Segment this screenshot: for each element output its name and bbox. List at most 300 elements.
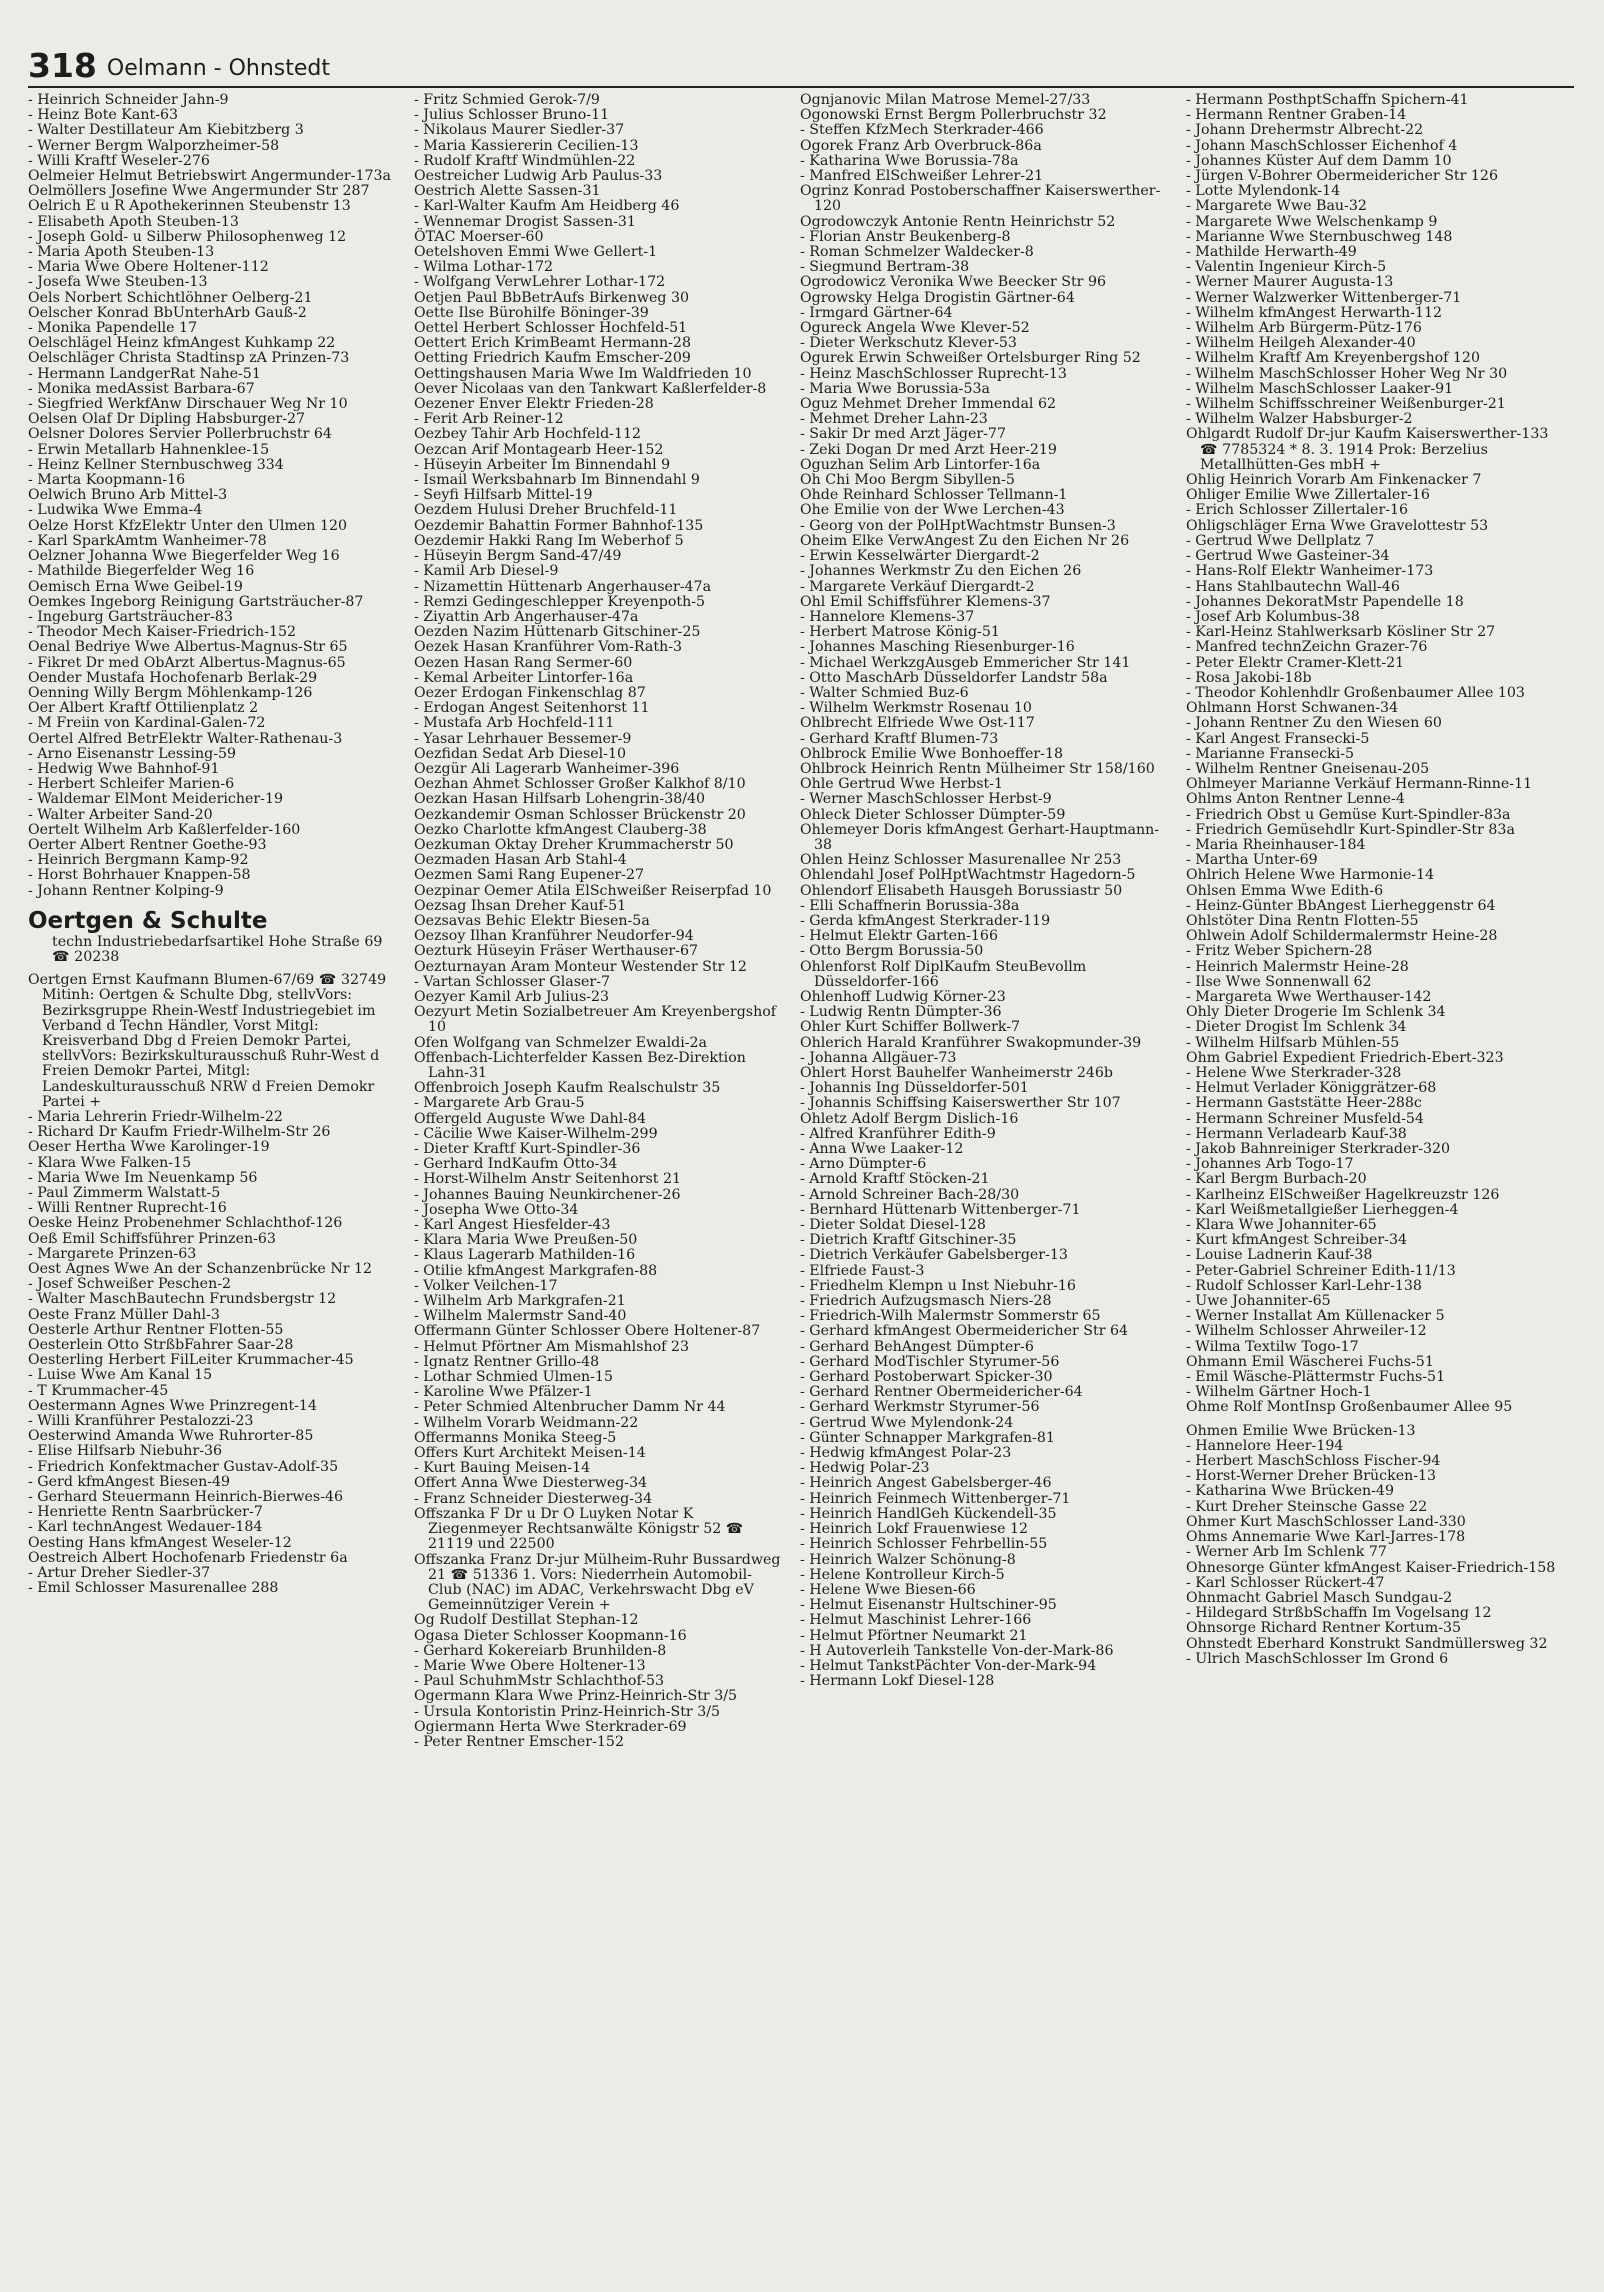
directory-entry: - Gertrud Wwe Dellplatz 7 (1186, 532, 1375, 549)
directory-column-2 (414, 93, 784, 1750)
directory-entry: - Herbert Schleifer Marien-6 (28, 776, 235, 793)
directory-entry: - Erdogan Angest Seitenhorst 11 (414, 700, 650, 717)
directory-entry: - Johannes Arb Togo-17 (1186, 1156, 1354, 1173)
directory-entry: Ohlbrecht Elfriede Wwe Ost-117 (800, 715, 1035, 732)
directory-entry: Oerter Albert Rentner Goethe-93 (28, 836, 267, 853)
directory-entry: Oelsen Olaf Dr Dipling Habsburger-27 (28, 411, 306, 428)
directory-entry: Ogurek Erwin Schweißer Ortelsburger Ring 52 (800, 350, 1141, 367)
directory-entry: Oest Agnes Wwe An der Schanzenbrücke Nr 12 (28, 1261, 373, 1278)
directory-entry: - Johannis Ing Düsseldorfer-501 (800, 1080, 1029, 1097)
directory-entry: - Herbert MaschSchloss Fischer-94 (1186, 1453, 1441, 1470)
directory-entry: - Otto Bergm Borussia-50 (800, 943, 984, 960)
directory-entry: Ogiermann Herta Wwe Sterkrader-69 (414, 1718, 687, 1735)
directory-entry: - Manfred ElSchweißer Lehrer-21 (800, 168, 1044, 185)
directory-entry: Ohlig Heinrich Vorarb Am Finkenacker 7 (1186, 472, 1482, 489)
directory-entry: Ogrodowczyk Antonie Rentn Heinrichstr 52 (800, 213, 1116, 230)
directory-entry: - Otilie kfmAngest Markgrafen-88 (414, 1262, 658, 1279)
directory-entry: - Heinrich Schneider Jahn-9 (28, 92, 229, 108)
directory-entry: - Margarete Verkäuf Diergardt-2 (800, 578, 1035, 595)
directory-entry: - Gerhard BehAngest Dümpter-6 (800, 1338, 1034, 1355)
directory-entry: - Hermann Schreiner Musfeld-54 (1186, 1110, 1424, 1127)
directory-entry: Ohnstedt Eberhard Konstrukt Sandmüllersweg 32 (1186, 1635, 1548, 1652)
firm-heading: Oertgen & Schulte (28, 907, 268, 934)
directory-entry: - Friedhelm Klempn u Inst Niebuhr-16 (800, 1277, 1076, 1294)
directory-entry: Ohleck Dieter Schlosser Dümpter-59 (800, 806, 1066, 823)
directory-entry: - Maria Apoth Steuben-13 (28, 244, 215, 261)
directory-entry: Oenning Willy Bergm Möhlenkamp-126 (28, 684, 313, 701)
directory-entry: - Paul Zimmerm Walstatt-5 (28, 1185, 221, 1202)
directory-entry: - Johann Rentner Kolping-9 (28, 882, 224, 899)
directory-entry: - Helmut Eisenanstr Hultschiner-95 (800, 1597, 1057, 1614)
directory-entry: - Horst-Werner Dreher Brücken-13 (1186, 1468, 1437, 1485)
directory-entry: - Johanna Allgäuer-73 (800, 1049, 957, 1066)
directory-entry: - Bernhard Hüttenarb Wittenberger-71 (800, 1201, 1081, 1218)
directory-entry: Ohlenhoff Ludwig Körner-23 (800, 988, 1006, 1005)
directory-entry: - Heinrich Malermstr Heine-28 (1186, 958, 1409, 975)
directory-entry: - Rudolf Schlosser Karl-Lehr-138 (1186, 1277, 1422, 1294)
directory-entry: - Wilhelm Werkmstr Rosenau 10 (800, 700, 1032, 717)
directory-entry: - Theodor Mech Kaiser-Friedrich-152 (28, 624, 297, 641)
directory-entry: Oezpinar Oemer Atila ElSchweißer Reiserpfad 10 (414, 882, 772, 899)
directory-entry: - Ignatz Rentner Grillo-48 (414, 1353, 600, 1370)
directory-entry: Offers Kurt Architekt Meisen-14 (414, 1445, 646, 1462)
directory-entry: - Hildegard StrßbSchaffn Im Vogelsang 12 (1186, 1605, 1492, 1622)
directory-entry: - Maria Kassiererin Cecilien-13 (414, 137, 639, 154)
directory-entry: Oelscher Konrad BbUnterhArb Gauß-2 (28, 304, 307, 321)
directory-entry: - Margarete Prinzen-63 (28, 1245, 197, 1262)
directory-entry: Ohlgardt Rudolf Dr-jur Kaufm Kaiserswerther-133 ☎ 7785324 * 8. 3. 1914 Prok: Berzelius Metallhütten-Ges mbH + (1186, 426, 1549, 473)
directory-entry: - Wilhelm Malermstr Sand-40 (414, 1308, 627, 1325)
directory-entry: - Maria Lehrerin Friedr-Wilhelm-22 (28, 1109, 283, 1125)
directory-entry: - Karl technAngest Wedauer-184 (28, 1519, 263, 1536)
directory-entry: Ohms Annemarie Wwe Karl-Jarres-178 (1186, 1529, 1466, 1546)
directory-entry: Offszanka Franz Dr-jur Mülheim-Ruhr Bussardweg 21 ☎ 51336 1. Vors: Niederrhein Automobil-Club (NAC) im ADAC, Verkehrswacht Dbg eV Gemeinnütziger Verein + (414, 1551, 781, 1614)
directory-entry: Ogonowski Ernst Bergm Pollerbruchstr 32 (800, 107, 1107, 124)
directory-entry: Ohde Reinhard Schlosser Tellmann-1 (800, 487, 1068, 504)
directory-entry: Ohlert Horst Bauhelfer Wanheimerstr 246b (800, 1065, 1113, 1081)
directory-entry: - Marie Wwe Obere Holtener-13 (414, 1657, 646, 1674)
directory-entry: - Johannes Masching Riesenburger-16 (800, 639, 1075, 656)
directory-entry: - Valentin Ingenieur Kirch-5 (1186, 259, 1387, 276)
directory-entry: - Wolfgang VerwLehrer Lothar-172 (414, 274, 666, 291)
directory-entry: - Seyfi Hilfsarb Mittel-19 (414, 487, 593, 504)
directory-entry: - Gerhard kfmAngest Obermeidericher Str 64 (800, 1323, 1129, 1340)
directory-entry: - Emil Schlosser Masurenallee 288 (28, 1580, 279, 1597)
directory-entry: Oetting Friedrich Kaufm Emscher-209 (414, 350, 691, 367)
directory-entry: - Karoline Wwe Pfälzer-1 (414, 1384, 593, 1401)
directory-entry: - Werner Maurer Augusta-13 (1186, 274, 1394, 291)
directory-column-3 (800, 93, 1170, 1689)
directory-entry: - Hans Stahlbautechn Wall-46 (1186, 578, 1400, 595)
directory-entry: - Margarete Arb Grau-5 (414, 1095, 585, 1112)
directory-entry: - Heinrich Schlosser Fehrbellin-55 (800, 1536, 1048, 1553)
directory-entry: - Gerhard Postoberwart Spicker-30 (800, 1369, 1053, 1386)
directory-entry: Oezyer Kamil Arb Julius-23 (414, 988, 610, 1005)
directory-entry: - Erwin Kesselwärter Diergardt-2 (800, 548, 1040, 565)
directory-entry: Oelschläger Christa Stadtinsp zA Prinzen-73 (28, 350, 350, 367)
directory-entry: - Margarete Wwe Bau-32 (1186, 198, 1367, 215)
directory-entry: - Manfred technZeichn Grazer-76 (1186, 639, 1428, 656)
directory-entry: Oezdem Hulusi Dreher Bruchfeld-11 (414, 502, 678, 519)
directory-entry: Oelmöllers Josefine Wwe Angermunder Str 287 (28, 183, 370, 200)
directory-entry: Oertgen Ernst Kaufmann Blumen-67/69 ☎ 32749 Mitinh: Oertgen & Schulte Dbg, stellvVors: Bezirksgruppe Rhein-Westf Industriegebiet im Verband d Techn Händler, Vorst Mitgl: Kreisverband Dbg d Freien Demokr Partei, stellvVors: Bezirkskulturausschuß Ruhr-West d Freien Demokr Partei, Mitgl: Landeskulturausschuß NRW d Freien Demokr Partei + (28, 972, 387, 1110)
directory-entry: - Hermann LandgerRat Nahe-51 (28, 365, 261, 382)
directory-entry: - Peter Schmied Altenbrucher Damm Nr 44 (414, 1399, 726, 1416)
directory-entry: Ohm Gabriel Expedient Friedrich-Ebert-323 (1186, 1049, 1504, 1066)
directory-entry: Oezcan Arif Montagearb Heer-152 (414, 441, 664, 458)
directory-entry: - Karl-Heinz Stahlwerksarb Kösliner Str 27 (1186, 624, 1496, 641)
directory-entry: - Johann MaschSchlosser Eichenhof 4 (1186, 137, 1458, 154)
directory-entry: - Dietrich Verkäufer Gabelsberger-13 (800, 1247, 1068, 1264)
directory-entry: - Maria Rheinhauser-184 (1186, 836, 1366, 853)
directory-entry: Oezkuman Oktay Dreher Krummacherstr 50 (414, 836, 734, 853)
directory-entry: - Dieter Werkschutz Klever-53 (800, 335, 1017, 352)
directory-entry: - Heinz Kellner Sternbuschweg 334 (28, 456, 284, 473)
directory-entry: - Yasar Lehrhauer Bessemer-9 (414, 730, 632, 747)
directory-entry: Oemisch Erna Wwe Geibel-19 (28, 578, 243, 595)
directory-entry: - Michael WerkzgAusgeb Emmericher Str 141 (800, 654, 1131, 671)
directory-entry: Ohlen Heinz Schlosser Masurenallee Nr 253 (800, 852, 1122, 869)
directory-entry: Offszanka F Dr u Dr O Luyken Notar K Ziegenmeyer Rechtsanwälte Königstr 52 ☎ 21119 und 22500 (414, 1505, 744, 1553)
directory-entry: Oelrich E u R Apothekerinnen Steubenstr 13 (28, 198, 351, 215)
directory-entry: - Gerhard Steuermann Heinrich-Bierwes-46 (28, 1489, 344, 1506)
directory-entry: - Martha Unter-69 (1186, 852, 1318, 869)
directory-entry: - Steffen KfzMech Sterkrader-466 (800, 122, 1044, 139)
directory-entry: - Gerda kfmAngest Sterkrader-119 (800, 912, 1051, 929)
directory-entry: Oelwich Bruno Arb Mittel-3 (28, 487, 228, 504)
directory-entry: - Dieter Kraftf Kurt-Spindler-36 (414, 1141, 641, 1158)
directory-entry: - Dieter Drogist Im Schlenk 34 (1186, 1019, 1407, 1036)
directory-entry: - Dieter Soldat Diesel-128 (800, 1217, 986, 1234)
directory-entry: - Gerhard Rentner Obermeidericher-64 (800, 1384, 1083, 1401)
directory-entry: - Heinrich Bergmann Kamp-92 (28, 852, 249, 869)
directory-entry: - Zeki Dogan Dr med Arzt Heer-219 (800, 441, 1057, 458)
directory-entry: Oestrich Alette Sassen-31 (414, 183, 601, 200)
directory-entry: Ohme Rolf MontInsp Großenbaumer Allee 95 (1186, 1399, 1513, 1416)
directory-entry: - Wilhelm Arb Bürgerm-Pütz-176 (1186, 320, 1422, 337)
directory-entry: Oguzhan Selim Arb Lintorfer-16a (800, 456, 1041, 473)
directory-entry: Og Rudolf Destillat Stephan-12 (414, 1612, 639, 1629)
directory-entry: Oer Albert Kraftf Ottilienplatz 2 (28, 700, 259, 717)
directory-entry: Ohlbrock Emilie Wwe Bonhoeffer-18 (800, 745, 1064, 762)
directory-entry: Offermann Günter Schlosser Obere Holtener-87 (414, 1323, 761, 1340)
directory-entry: Ohletz Adolf Bergm Dislich-16 (800, 1110, 1019, 1127)
directory-entry: - Gerd kfmAngest Biesen-49 (28, 1473, 231, 1490)
directory-entry: - Hedwig Polar-23 (800, 1460, 930, 1477)
directory-entry: - Monika medAssist Barbara-67 (28, 380, 255, 397)
directory-entry: Ohlbrock Heinrich Rentn Mülheimer Str 158/160 (800, 760, 1155, 777)
directory-entry: - Volker Veilchen-17 (414, 1277, 558, 1294)
directory-entry: - Wilhelm Heilgeh Alexander-40 (1186, 335, 1416, 352)
directory-entry: Oelsner Dolores Servier Pollerbruchstr 64 (28, 426, 332, 443)
directory-entry: - Margarete Wwe Welschenkamp 9 (1186, 213, 1438, 230)
directory-entry: - Wilma Textilw Togo-17 (1186, 1338, 1359, 1355)
directory-entry: - M Freiin von Kardinal-Galen-72 (28, 715, 266, 732)
directory-entry: Ohmer Kurt MaschSchlosser Land-330 (1186, 1513, 1466, 1530)
directory-entry: - Louise Ladnerin Kauf-38 (1186, 1247, 1373, 1264)
directory-entry: Ogasa Dieter Schlosser Koopmann-16 (414, 1627, 687, 1644)
directory-entry: Oertel Alfred BetrElektr Walter-Rathenau-3 (28, 730, 343, 747)
directory-entry: Ohnmacht Gabriel Masch Sundgau-2 (1186, 1589, 1453, 1606)
directory-entry: Oezsavas Behic Elektr Biesen-5a (414, 912, 650, 929)
directory-entry: Ohlemeyer Doris kfmAngest Gerhart-Hauptmann-38 (800, 821, 1160, 853)
directory-entry: - Rudolf Kraftf Windmühlen-22 (414, 152, 636, 169)
directory-entry: - Wilhelm Kraftf Am Kreyenbergshof 120 (1186, 350, 1480, 367)
directory-entry: Oels Norbert Schichtlöhner Oelberg-21 (28, 289, 313, 306)
directory-entry: - Werner Bergm Walporzheimer-58 (28, 137, 280, 154)
directory-entry: Oezener Enver Elektr Frieden-28 (414, 396, 654, 413)
directory-entry: - Josepha Wwe Otto-34 (414, 1201, 579, 1218)
directory-entry: - Elfriede Faust-3 (800, 1262, 925, 1279)
directory-entry: Ohly Dieter Drogerie Im Schlenk 34 (1186, 1004, 1446, 1021)
directory-entry: Ohler Kurt Schiffer Bollwerk-7 (800, 1019, 1021, 1036)
directory-entry: - Hermann Verladearb Kauf-38 (1186, 1125, 1407, 1142)
directory-entry: - Fritz Weber Spichern-28 (1186, 943, 1373, 960)
directory-entry: - Alfred Kranführer Edith-9 (800, 1125, 996, 1142)
directory-entry: - Gertrud Wwe Mylendonk-24 (800, 1414, 1014, 1431)
page-header (28, 40, 1574, 88)
directory-entry: Oelschlägel Heinz kfmAngest Kuhkamp 22 (28, 335, 336, 352)
directory-entry: Ohmann Emil Wäscherei Fuchs-51 (1186, 1353, 1434, 1370)
directory-entry: Oezen Hasan Rang Sermer-60 (414, 654, 633, 671)
directory-entry: Offenbach-Lichterfelder Kassen Bez-Direktion Lahn-31 (414, 1049, 746, 1081)
directory-entry: - Jakob Bahnreiniger Sterkrader-320 (1186, 1141, 1451, 1158)
directory-entry: Oezden Nazim Hüttenarb Gitschiner-25 (414, 624, 701, 641)
directory-entry: - Siegmund Bertram-38 (800, 259, 970, 276)
directory-entry: Oezgür Ali Lagerarb Wanheimer-396 (414, 760, 680, 777)
directory-entry: Oeske Heinz Probenehmer Schlachthof-126 (28, 1215, 343, 1232)
directory-entry: - Johann Rentner Zu den Wiesen 60 (1186, 715, 1442, 732)
directory-entry: - Paul SchuhmMstr Schlachthof-53 (414, 1673, 665, 1690)
directory-entry: - Heinz Bote Kant-63 (28, 107, 179, 124)
directory-entry: - Peter Rentner Emscher-152 (414, 1733, 624, 1750)
directory-entry: - Wennemar Drogist Sassen-31 (414, 213, 636, 230)
directory-entry: - Katharina Wwe Borussia-78a (800, 152, 1019, 169)
directory-entry: Offergeld Auguste Wwe Dahl-84 (414, 1110, 646, 1127)
directory-entry: - Lothar Schmied Ulmen-15 (414, 1369, 613, 1386)
directory-entry: - Willi Kraftf Weseler-276 (28, 152, 210, 169)
directory-entry: Oezmen Sami Rang Eupener-27 (414, 867, 645, 884)
directory-entry: Offenbroich Joseph Kaufm Realschulstr 35 (414, 1080, 721, 1097)
directory-entry: - Ismail Werksbahnarb Im Binnendahl 9 (414, 472, 700, 489)
directory-entry: - Werner Arb Im Schlenk 77 (1186, 1544, 1387, 1561)
directory-entry: Offermanns Monika Steeg-5 (414, 1429, 617, 1446)
directory-entry: Oetelshoven Emmi Wwe Gellert-1 (414, 244, 658, 261)
directory-entry: Oezhan Ahmet Schlosser Großer Kalkhof 8/10 (414, 776, 746, 793)
directory-entry: Oever Nicolaas van den Tankwart Kaßlerfelder-8 (414, 380, 767, 397)
directory-entry: - Klara Wwe Johanniter-65 (1186, 1217, 1377, 1234)
directory-entry: Oezyurt Metin Sozialbetreuer Am Kreyenbergshof 10 (414, 1004, 776, 1036)
directory-entry: - Johannes DekoratMstr Papendelle 18 (1186, 593, 1464, 610)
directory-entry: - Elisabeth Apoth Steuben-13 (28, 213, 239, 230)
directory-entry: - Heinrich Feinmech Wittenberger-71 (800, 1490, 1071, 1507)
directory-entry: Ogrowsky Helga Drogistin Gärtner-64 (800, 289, 1075, 306)
directory-column-1 (28, 93, 398, 1597)
directory-entry: - Horst Bohrhauer Knappen-58 (28, 867, 251, 884)
directory-entry: - Nizamettin Hüttenarb Angerhauser-47a (414, 578, 712, 595)
directory-entry: - Walter MaschBautechn Frundsbergstr 12 (28, 1291, 337, 1308)
directory-entry: - Johann Drehermstr Albrecht-22 (1186, 122, 1424, 139)
directory-entry: - Maria Wwe Im Neuenkamp 56 (28, 1169, 258, 1186)
directory-entry: - Fritz Schmied Gerok-7/9 (414, 92, 600, 108)
directory-entry: Ohnsorge Richard Rentner Kortum-35 (1186, 1620, 1462, 1637)
directory-entry: - Franz Schneider Diesterweg-34 (414, 1490, 653, 1507)
directory-entry: - Arnold Kraftf Stöcken-21 (800, 1171, 990, 1188)
directory-entry: - Luise Wwe Am Kanal 15 (28, 1367, 213, 1384)
directory-entry: Oezdemir Hakki Rang Im Weberhof 5 (414, 532, 684, 549)
directory-entry: Ohligschläger Erna Wwe Gravelottestr 53 (1186, 517, 1489, 534)
directory-entry: - T Krummacher-45 (28, 1382, 169, 1399)
directory-entry: - Kurt Bauing Meisen-14 (414, 1460, 591, 1477)
directory-entry: Oezsag Ihsan Dreher Kauf-51 (414, 897, 627, 914)
directory-entry: - Irmgard Gärtner-64 (800, 304, 953, 321)
directory-entry: Oesterling Herbert FilLeiter Krummacher-45 (28, 1352, 354, 1369)
directory-entry: - Gerhard IndKaufm Otto-34 (414, 1156, 618, 1173)
directory-entry: - Karl Schlosser Rückert-47 (1186, 1574, 1385, 1591)
directory-entry: - Wilhelm MaschSchlosser Hoher Weg Nr 30 (1186, 365, 1508, 382)
directory-entry: - Wilhelm Gärtner Hoch-1 (1186, 1384, 1372, 1401)
directory-column-4 (1186, 93, 1556, 1667)
directory-entry: - Karl Bergm Burbach-20 (1186, 1171, 1367, 1188)
directory-entry: - Johannes Bauing Neunkirchener-26 (414, 1186, 681, 1203)
directory-entry: Oheim Elke VerwAngest Zu den Eichen Nr 26 (800, 532, 1130, 549)
directory-entry: - Karlheinz ElSchweißer Hagelkreuzstr 126 (1186, 1186, 1500, 1203)
directory-entry: - Ferit Arb Reiner-12 (414, 411, 564, 428)
directory-entry: - Karl-Walter Kaufm Am Heidberg 46 (414, 198, 680, 215)
directory-entry: - H Autoverleih Tankstelle Von-der-Mark-86 (800, 1642, 1114, 1659)
directory-entry: Oestreich Albert Hochofenarb Friedenstr 6a (28, 1549, 348, 1566)
directory-entry: - Julius Schlosser Bruno-11 (414, 107, 610, 124)
directory-entry: - Katharina Wwe Brücken-49 (1186, 1483, 1394, 1500)
directory-entry: - Kurt kfmAngest Schreiber-34 (1186, 1232, 1408, 1249)
directory-entry: Ohlms Anton Rentner Lenne-4 (1186, 791, 1405, 808)
directory-entry: - Gerhard ModTischler Styrumer-56 (800, 1353, 1060, 1370)
directory-entry: Ohliger Emilie Wwe Zillertaler-16 (1186, 487, 1430, 504)
directory-entry: - Hans-Rolf Elektr Wanheimer-173 (1186, 563, 1434, 580)
directory-entry: Oeß Emil Schiffsführer Prinzen-63 (28, 1230, 276, 1247)
directory-entry: - Friedrich-Wilh Malermstr Sommerstr 65 (800, 1308, 1101, 1325)
directory-entry: - Wilhelm Hilfsarb Mühlen-55 (1186, 1034, 1400, 1051)
directory-entry: - Rosa Jakobi-18b (1186, 669, 1312, 686)
directory-entry: - Walter Destillateur Am Kiebitzberg 3 (28, 122, 304, 139)
directory-entry: Oezer Erdogan Finkenschlag 87 (414, 684, 646, 701)
directory-entry: Oh Chi Moo Bergm Sibyllen-5 (800, 472, 1015, 489)
directory-entry: Oettert Erich KrimBeamt Hermann-28 (414, 335, 691, 352)
directory-entry: - Richard Dr Kaufm Friedr-Wilhelm-Str 26 (28, 1124, 331, 1141)
directory-entry: Ofen Wolfgang van Schmelzer Ewaldi-2a (414, 1034, 708, 1051)
directory-entry: - Klara Maria Wwe Preußen-50 (414, 1232, 638, 1249)
directory-entry: - Ludwika Wwe Emma-4 (28, 502, 203, 519)
directory-entry: - Jürgen V-Bohrer Obermeidericher Str 126 (1186, 168, 1498, 185)
directory-entry: Ohnesorge Günter kfmAngest Kaiser-Friedrich-158 (1186, 1559, 1556, 1576)
directory-entry: Oezbey Tahir Arb Hochfeld-112 (414, 426, 642, 443)
directory-entry: - Wilhelm Walzer Habsburger-2 (1186, 411, 1413, 428)
directory-entry: - Werner MaschSchlosser Herbst-9 (800, 791, 1052, 808)
directory-entry: Oestreicher Ludwig Arb Paulus-33 (414, 168, 663, 185)
directory-entry: - Margareta Wwe Werthauser-142 (1186, 988, 1432, 1005)
directory-entry: - Hermann PosthptSchaffn Spichern-41 (1186, 92, 1469, 108)
directory-entry: - Heinz MaschSchlosser Ruprecht-13 (800, 365, 1067, 382)
directory-entry: - Gerhard Werkmstr Styrumer-56 (800, 1399, 1040, 1416)
directory-entry: - Mathilde Biegerfelder Weg 16 (28, 563, 255, 580)
directory-entry: - Arno Dümpter-6 (800, 1156, 927, 1173)
directory-entry: - Roman Schmelzer Waldecker-8 (800, 244, 1034, 261)
directory-entry: Oetjen Paul BbBetrAufs Birkenweg 30 (414, 289, 690, 306)
directory-entry: - Friedrich Konfektmacher Gustav-Adolf-35 (28, 1458, 339, 1475)
directory-entry: - Karl Weißmetallgießer Lierheggen-4 (1186, 1201, 1459, 1218)
directory-entry: Oettingshausen Maria Wwe Im Waldfrieden 10 (414, 365, 752, 382)
directory-entry: - Friedrich Aufzugsmasch Niers-28 (800, 1293, 1052, 1310)
directory-entry: Oezdemir Bahattin Former Bahnhof-135 (414, 517, 704, 534)
directory-entry: - Josefa Wwe Steuben-13 (28, 274, 208, 291)
directory-entry: - Marianne Fransecki-5 (1186, 745, 1355, 762)
directory-entry: Ohlmeyer Marianne Verkäuf Hermann-Rinne-11 (1186, 776, 1533, 793)
directory-entry: Offert Anna Wwe Diesterweg-34 (414, 1475, 648, 1492)
directory-entry: Oelmeier Helmut Betriebswirt Angermunder-173a (28, 168, 391, 185)
directory-entry: Oemkes Ingeborg Reinigung Gartsträucher-87 (28, 593, 364, 610)
directory-entry: - Ziyattin Arb Angerhauser-47a (414, 608, 639, 625)
directory-entry: - Mathilde Herwarth-49 (1186, 244, 1357, 261)
directory-entry: Oeste Franz Müller Dahl-3 (28, 1306, 220, 1323)
directory-entry: Ohl Emil Schiffsführer Klemens-37 (800, 593, 1051, 610)
directory-entry: - Kurt Dreher Steinsche Gasse 22 (1186, 1498, 1428, 1515)
directory-entry: - Helmut TankstPächter Von-der-Mark-94 (800, 1657, 1097, 1674)
directory-entry: - Walter Schmied Buz-6 (800, 684, 969, 701)
directory-entry: - Monika Papendelle 17 (28, 320, 198, 337)
directory-entry: techn Industriebedarfsartikel Hohe Straße 69 ☎ 20238 (52, 933, 383, 965)
directory-entry: Oezturk Hüseyin Fräser Werthauser-67 (414, 943, 699, 960)
directory-entry: - Artur Dreher Siedler-37 (28, 1565, 211, 1582)
directory-entry: Oezsoy Ilhan Kranführer Neudorfer-94 (414, 928, 694, 945)
directory-entry: - Ursula Kontoristin Prinz-Heinrich-Str 3/5 (414, 1703, 721, 1720)
directory-entry: Oezek Hasan Kranführer Vom-Rath-3 (414, 639, 683, 656)
directory-entry: Oesterwind Amanda Wwe Ruhrorter-85 (28, 1428, 314, 1445)
directory-entry: - Heinrich Lokf Frauenwiese 12 (800, 1521, 1029, 1538)
directory-entry: - Ilse Wwe Sonnenwall 62 (1186, 973, 1372, 990)
directory-entry: Oeser Hertha Wwe Karolinger-19 (28, 1139, 270, 1156)
directory-entry: - Hannelore Heer-194 (1186, 1437, 1344, 1454)
directory-entry: - Gerhard Kokereiarb Brunhilden-8 (414, 1642, 667, 1659)
directory-entry: - Florian Anstr Beukenberg-8 (800, 228, 1011, 245)
directory-entry: - Karl Angest Fransecki-5 (1186, 730, 1370, 747)
directory-entry: - Siegfried WerkfAnw Dirschauer Weg Nr 10 (28, 396, 348, 413)
directory-entry: - Maria Wwe Obere Holtener-112 (28, 259, 269, 276)
directory-entry: - Helene Wwe Biesen-66 (800, 1581, 976, 1598)
directory-entry: - Otto MaschArb Düsseldorfer Landstr 58a (800, 669, 1108, 686)
directory-entry: - Erwin Metallarb Hahnenklee-15 (28, 441, 270, 458)
directory-entry: Oesterlein Otto StrßbFahrer Saar-28 (28, 1337, 294, 1354)
directory-entry: - Hüseyin Bergm Sand-47/49 (414, 548, 622, 565)
directory-entry: Ohlendorf Elisabeth Hausgeh Borussiastr 50 (800, 882, 1123, 899)
directory-entry: - Willi Rentner Ruprecht-16 (28, 1200, 227, 1217)
directory-entry: - Anna Wwe Laaker-12 (800, 1141, 964, 1158)
page-number: 318 (28, 46, 97, 85)
directory-entry: - Helmut Verlader Königgrätzer-68 (1186, 1080, 1437, 1097)
directory-entry: - Helmut Maschinist Lehrer-166 (800, 1612, 1032, 1629)
directory-entry: Ohe Emilie von der Wwe Lerchen-43 (800, 502, 1065, 519)
directory-entry: - Wilhelm Rentner Gneisenau-205 (1186, 760, 1430, 777)
directory-entry: - Emil Wäsche-Plättermstr Fuchs-51 (1186, 1369, 1446, 1386)
directory-entry: - Joseph Gold- u Silberw Philosophenweg 12 (28, 228, 347, 245)
directory-entry: - Hannelore Klemens-37 (800, 608, 975, 625)
directory-entry: - Josef Arb Kolumbus-38 (1186, 608, 1360, 625)
directory-entry: Ogureck Angela Wwe Klever-52 (800, 320, 1030, 337)
directory-entry: - Remzi Gedingeschlepper Kreyenpoth-5 (414, 593, 706, 610)
directory-entry: Ohlsen Emma Wwe Edith-6 (1186, 882, 1384, 899)
directory-entry: - Cäcilie Wwe Kaiser-Wilhelm-299 (414, 1125, 658, 1142)
directory-entry: - Vartan Schlosser Glaser-7 (414, 973, 611, 990)
directory-entry: - Marianne Wwe Sternbuschweg 148 (1186, 228, 1453, 245)
